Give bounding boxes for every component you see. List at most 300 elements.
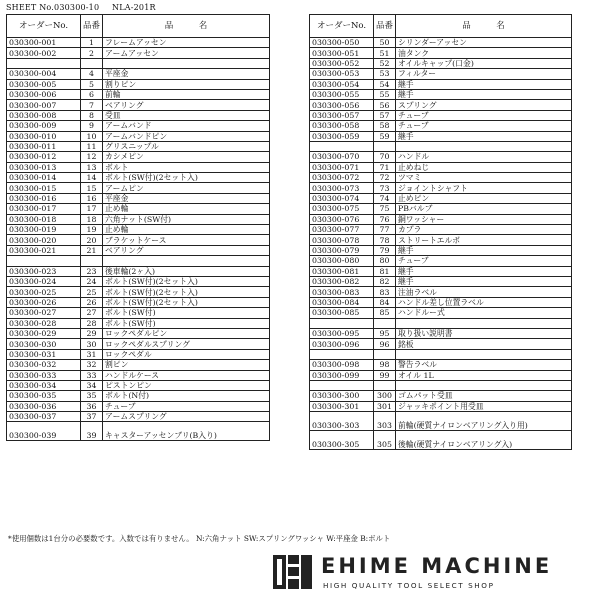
- item-no-cell: 23: [81, 266, 103, 276]
- table-row: [7, 58, 270, 68]
- table-row: [310, 339, 572, 349]
- item-no-cell: 20: [81, 235, 103, 245]
- order-no-cell: 030300-052: [310, 58, 374, 68]
- table-row: [310, 38, 572, 48]
- order-no-cell: 030300-053: [310, 69, 374, 79]
- item-no-cell: 50: [374, 38, 396, 48]
- item-no-cell: 71: [374, 162, 396, 172]
- part-name-cell: [103, 256, 270, 266]
- item-no-cell: 18: [81, 214, 103, 224]
- part-name-cell: ジャッキポイント用受皿: [396, 401, 572, 411]
- table-row: [7, 100, 270, 110]
- table-row: [7, 173, 270, 183]
- name-header: 品 名: [103, 15, 270, 38]
- order-no-cell: 030300-057: [310, 110, 374, 120]
- order-no-cell: 030300-071: [310, 162, 374, 172]
- item-no-cell: 11: [81, 141, 103, 151]
- order-no-cell: 030300-008: [7, 110, 81, 120]
- table-row: [7, 38, 270, 48]
- order-no-cell: 030300-023: [7, 266, 81, 276]
- order-no-cell: 030300-075: [310, 204, 374, 214]
- order-no-cell: 030300-050: [310, 38, 374, 48]
- table-row: [310, 214, 572, 224]
- part-name-cell: ボルト(SW付): [103, 308, 270, 318]
- order-no-cell: 030300-300: [310, 391, 374, 401]
- table-row: [7, 193, 270, 203]
- item-no-cell: [374, 318, 396, 328]
- order-no-cell: 030300-033: [7, 370, 81, 380]
- part-name-cell: ハンドル: [396, 152, 572, 162]
- brand-tagline: HIGH QUALITY TOOL SELECT SHOP: [323, 581, 495, 590]
- item-no-cell: 6: [81, 89, 103, 99]
- table-row: [310, 287, 572, 297]
- part-name-cell: チューブ: [396, 121, 572, 131]
- item-no-cell: 14: [81, 173, 103, 183]
- order-no-cell: 030300-076: [310, 214, 374, 224]
- part-name-cell: ハンドルー式: [396, 308, 572, 318]
- item-no-cell: [374, 349, 396, 359]
- table-row: [7, 391, 270, 401]
- order-no-cell: [7, 58, 81, 68]
- table-row: [7, 380, 270, 390]
- order-no-cell: 030300-029: [7, 328, 81, 338]
- item-no-cell: 32: [81, 360, 103, 370]
- order-no-cell: 030300-096: [310, 339, 374, 349]
- table-row: [310, 173, 572, 183]
- table-header-row: [7, 15, 270, 38]
- table-row: [310, 276, 572, 286]
- item-no-cell: 303: [374, 412, 396, 431]
- item-no-cell: 2: [81, 48, 103, 58]
- order-no-cell: 030300-070: [310, 152, 374, 162]
- part-name-cell: 止めねじ: [396, 162, 572, 172]
- order-no-cell: 030300-099: [310, 370, 374, 380]
- order-no-cell: [310, 349, 374, 359]
- part-name-cell: フィルター: [396, 69, 572, 79]
- sheet-number: SHEET No.030300-10: [6, 3, 100, 12]
- order-no-cell: 030300-081: [310, 266, 374, 276]
- table-row: [310, 225, 572, 235]
- table-row: [310, 58, 572, 68]
- part-name-cell: シリンダーアッセン: [396, 38, 572, 48]
- order-no-cell: 030300-021: [7, 245, 81, 255]
- order-no-cell: 030300-080: [310, 256, 374, 266]
- table-row: [310, 256, 572, 266]
- order-no-cell: 030300-004: [7, 69, 81, 79]
- item-no-cell: 70: [374, 152, 396, 162]
- part-name-cell: 警告ラベル: [396, 360, 572, 370]
- order-no-cell: 030300-014: [7, 173, 81, 183]
- table-row: [7, 297, 270, 307]
- table-row: [310, 89, 572, 99]
- table-row: [7, 89, 270, 99]
- item-no-cell: 10: [81, 131, 103, 141]
- part-name-cell: [396, 349, 572, 359]
- part-name-cell: 受皿: [103, 110, 270, 120]
- order-no-cell: 030300-059: [310, 131, 374, 141]
- item-no-cell: 24: [81, 276, 103, 286]
- table-row: [7, 225, 270, 235]
- part-name-cell: 銘板: [396, 339, 572, 349]
- part-name-cell: 止め輪: [103, 225, 270, 235]
- order-no-cell: [310, 318, 374, 328]
- order-no-cell: 030300-016: [7, 193, 81, 203]
- order-no-cell: 030300-301: [310, 401, 374, 411]
- part-name-cell: カプラ: [396, 225, 572, 235]
- order-no-cell: [310, 141, 374, 151]
- table-row: [7, 69, 270, 79]
- item-no-cell: 31: [81, 349, 103, 359]
- item-no-header: 品番: [81, 15, 103, 38]
- item-no-cell: 99: [374, 370, 396, 380]
- order-no-cell: 030300-078: [310, 235, 374, 245]
- order-no-cell: 030300-051: [310, 48, 374, 58]
- item-no-cell: 8: [81, 110, 103, 120]
- part-name-cell: ピストンピン: [103, 380, 270, 390]
- item-no-cell: 58: [374, 121, 396, 131]
- item-no-cell: 28: [81, 318, 103, 328]
- table-row: [7, 152, 270, 162]
- order-no-cell: 030300-034: [7, 380, 81, 390]
- table-row: [7, 256, 270, 266]
- item-no-cell: 73: [374, 183, 396, 193]
- table-row: [7, 214, 270, 224]
- table-row: [310, 131, 572, 141]
- table-row: [7, 370, 270, 380]
- item-no-cell: 78: [374, 235, 396, 245]
- brand-name: EHIME MACHINE: [321, 554, 553, 578]
- part-name-cell: アームアッセン: [103, 48, 270, 58]
- item-no-cell: 5: [81, 79, 103, 89]
- order-no-cell: 030300-031: [7, 349, 81, 359]
- footnote: *使用個数は1台分の必要数です。入数では有りません。 N:六角ナット SW:スプリングワッシャ W:平座金 B:ボルト: [8, 534, 391, 543]
- item-no-cell: 16: [81, 193, 103, 203]
- item-no-cell: 26: [81, 297, 103, 307]
- order-no-cell: 030300-058: [310, 121, 374, 131]
- order-no-cell: 030300-074: [310, 193, 374, 203]
- order-no-cell: 030300-010: [7, 131, 81, 141]
- part-name-cell: ボルト(N付): [103, 391, 270, 401]
- part-name-cell: ロックペダル: [103, 349, 270, 359]
- item-no-cell: 15: [81, 183, 103, 193]
- item-no-cell: 74: [374, 193, 396, 203]
- order-no-cell: 030300-082: [310, 276, 374, 286]
- order-no-cell: 030300-303: [310, 412, 374, 431]
- order-no-cell: 030300-039: [7, 422, 81, 441]
- item-no-cell: 36: [81, 401, 103, 411]
- brand-logo: [273, 553, 595, 591]
- table-row: [310, 266, 572, 276]
- item-no-cell: 83: [374, 287, 396, 297]
- part-name-cell: 割りピン: [103, 79, 270, 89]
- sheet-header: [6, 3, 166, 12]
- item-no-cell: 17: [81, 204, 103, 214]
- item-no-cell: 4: [81, 69, 103, 79]
- part-name-cell: [396, 141, 572, 151]
- part-name-cell: 止め輪: [103, 204, 270, 214]
- part-name-cell: 前輪(硬質ナイロンベアリング入り用): [396, 412, 572, 431]
- order-no-cell: 030300-072: [310, 173, 374, 183]
- order-no-cell: 030300-025: [7, 287, 81, 297]
- order-no-cell: 030300-032: [7, 360, 81, 370]
- order-no-cell: [7, 256, 81, 266]
- part-name-cell: ベアリング: [103, 245, 270, 255]
- item-no-cell: 34: [81, 380, 103, 390]
- order-no-cell: 030300-035: [7, 391, 81, 401]
- part-name-cell: 油タンク: [396, 48, 572, 58]
- item-no-cell: 9: [81, 121, 103, 131]
- order-no-cell: 030300-028: [7, 318, 81, 328]
- item-no-cell: 75: [374, 204, 396, 214]
- part-name-cell: 取り扱い説明書: [396, 328, 572, 338]
- parts-table-right-body: [310, 38, 572, 450]
- item-no-cell: [81, 256, 103, 266]
- part-name-cell: チューブ: [103, 401, 270, 411]
- model-number: NLA-201R: [112, 3, 156, 12]
- order-no-cell: 030300-055: [310, 89, 374, 99]
- table-row: [7, 121, 270, 131]
- order-no-cell: 030300-017: [7, 204, 81, 214]
- order-no-cell: 030300-077: [310, 225, 374, 235]
- item-no-cell: 21: [81, 245, 103, 255]
- part-name-cell: キャスターアッセンブリ(B入り): [103, 422, 270, 441]
- order-no-cell: 030300-037: [7, 412, 81, 422]
- part-name-cell: ロックペダルピン: [103, 328, 270, 338]
- table-row: [7, 318, 270, 328]
- order-no-cell: 030300-009: [7, 121, 81, 131]
- table-row: [310, 79, 572, 89]
- item-no-cell: 79: [374, 245, 396, 255]
- part-name-cell: 後輪(硬質ナイロンベアリング入): [396, 431, 572, 450]
- part-name-cell: ストリートエルボ: [396, 235, 572, 245]
- item-no-cell: 29: [81, 328, 103, 338]
- order-no-cell: 030300-002: [7, 48, 81, 58]
- order-no-cell: 030300-024: [7, 276, 81, 286]
- item-no-cell: [81, 58, 103, 68]
- item-no-cell: 30: [81, 339, 103, 349]
- part-name-cell: ボルト(SW付)(2セット入): [103, 287, 270, 297]
- part-name-cell: 平座金: [103, 69, 270, 79]
- item-no-cell: [374, 141, 396, 151]
- table-row: [7, 308, 270, 318]
- part-name-cell: [396, 318, 572, 328]
- order-no-cell: 030300-083: [310, 287, 374, 297]
- order-no-cell: 030300-084: [310, 297, 374, 307]
- part-name-cell: スプリング: [396, 100, 572, 110]
- part-name-cell: カシメピン: [103, 152, 270, 162]
- table-row: [7, 422, 270, 441]
- table-row: [310, 48, 572, 58]
- order-no-cell: 030300-012: [7, 152, 81, 162]
- item-no-cell: 96: [374, 339, 396, 349]
- part-name-cell: PBバルブ: [396, 204, 572, 214]
- table-row: [310, 380, 572, 390]
- part-name-cell: 継手: [396, 89, 572, 99]
- item-no-cell: 7: [81, 100, 103, 110]
- part-name-cell: 継手: [396, 276, 572, 286]
- table-row: [7, 401, 270, 411]
- table-row: [7, 287, 270, 297]
- order-no-cell: 030300-085: [310, 308, 374, 318]
- part-name-cell: 後車輪(2ヶ入): [103, 266, 270, 276]
- table-row: [310, 308, 572, 318]
- table-row: [7, 360, 270, 370]
- part-name-cell: 注油ラベル: [396, 287, 572, 297]
- part-name-cell: [103, 58, 270, 68]
- part-name-cell: アームバンドピン: [103, 131, 270, 141]
- order-no-cell: 030300-019: [7, 225, 81, 235]
- table-row: [7, 48, 270, 58]
- item-no-header: 品番: [374, 15, 396, 38]
- order-no-cell: 030300-056: [310, 100, 374, 110]
- order-no-cell: 030300-036: [7, 401, 81, 411]
- table-row: [7, 349, 270, 359]
- part-name-cell: グリスニップル: [103, 141, 270, 151]
- part-name-cell: 前輪: [103, 89, 270, 99]
- table-row: [7, 328, 270, 338]
- table-row: [7, 204, 270, 214]
- part-name-cell: ボルト(SW付)(2セット入): [103, 297, 270, 307]
- order-no-cell: 030300-011: [7, 141, 81, 151]
- item-no-cell: 56: [374, 100, 396, 110]
- table-row: [7, 339, 270, 349]
- order-no-cell: 030300-027: [7, 308, 81, 318]
- table-row: [310, 110, 572, 120]
- item-no-cell: 305: [374, 431, 396, 450]
- item-no-cell: 84: [374, 297, 396, 307]
- part-name-cell: ハンドルケース: [103, 370, 270, 380]
- part-name-cell: ブラケットケース: [103, 235, 270, 245]
- part-name-cell: 六角ナット(SW付): [103, 214, 270, 224]
- part-name-cell: ゴムパット受皿: [396, 391, 572, 401]
- parts-table-right: [309, 14, 572, 450]
- item-no-cell: 39: [81, 422, 103, 441]
- item-no-cell: [374, 380, 396, 390]
- part-name-cell: 止めピン: [396, 193, 572, 203]
- parts-table-left-body: [7, 38, 270, 441]
- table-row: [310, 193, 572, 203]
- item-no-cell: 300: [374, 391, 396, 401]
- item-no-cell: 85: [374, 308, 396, 318]
- table-header-row: [310, 15, 572, 38]
- item-no-cell: 27: [81, 308, 103, 318]
- part-name-cell: 継手: [396, 266, 572, 276]
- item-no-cell: 33: [81, 370, 103, 380]
- table-row: [7, 266, 270, 276]
- item-no-cell: 57: [374, 110, 396, 120]
- item-no-cell: 82: [374, 276, 396, 286]
- part-name-cell: オイルキャップ(口金): [396, 58, 572, 68]
- part-name-cell: チューブ: [396, 110, 572, 120]
- item-no-cell: 72: [374, 173, 396, 183]
- table-row: [310, 141, 572, 151]
- item-no-cell: 301: [374, 401, 396, 411]
- item-no-cell: 59: [374, 131, 396, 141]
- order-no-cell: 030300-006: [7, 89, 81, 99]
- order-no-cell: 030300-018: [7, 214, 81, 224]
- part-name-cell: ボルト(SW付)(2セット入): [103, 276, 270, 286]
- part-name-cell: 継手: [396, 131, 572, 141]
- part-name-cell: 平座金: [103, 193, 270, 203]
- table-row: [310, 152, 572, 162]
- order-no-cell: 030300-095: [310, 328, 374, 338]
- brand-mark-icon: [273, 553, 313, 591]
- table-row: [7, 183, 270, 193]
- part-name-cell: ボルト: [103, 162, 270, 172]
- item-no-cell: 76: [374, 214, 396, 224]
- order-no-cell: 030300-020: [7, 235, 81, 245]
- part-name-cell: 銅ワッシャー: [396, 214, 572, 224]
- item-no-cell: 19: [81, 225, 103, 235]
- table-row: [310, 431, 572, 450]
- part-name-cell: ロックペダルスプリング: [103, 339, 270, 349]
- item-no-cell: 95: [374, 328, 396, 338]
- table-row: [310, 349, 572, 359]
- order-no-cell: 030300-030: [7, 339, 81, 349]
- table-row: [7, 235, 270, 245]
- table-row: [7, 162, 270, 172]
- table-row: [7, 131, 270, 141]
- name-header: 品 名: [396, 15, 572, 38]
- item-no-cell: 52: [374, 58, 396, 68]
- item-no-cell: 81: [374, 266, 396, 276]
- order-no-cell: 030300-026: [7, 297, 81, 307]
- order-no-cell: 030300-079: [310, 245, 374, 255]
- item-no-cell: 80: [374, 256, 396, 266]
- part-name-cell: アームピン: [103, 183, 270, 193]
- part-name-cell: ボルト(SW付): [103, 318, 270, 328]
- order-no-cell: 030300-013: [7, 162, 81, 172]
- order-no-cell: [310, 380, 374, 390]
- part-name-cell: チューブ: [396, 256, 572, 266]
- parts-table-left: [6, 14, 270, 441]
- order-no-header: オーダーNo.: [310, 15, 374, 38]
- part-name-cell: 継手: [396, 79, 572, 89]
- order-no-header: オーダーNo.: [7, 15, 81, 38]
- part-name-cell: 割ピン: [103, 360, 270, 370]
- table-row: [7, 412, 270, 422]
- part-name-cell: ハンドル差し位置ラベル: [396, 297, 572, 307]
- order-no-cell: 030300-007: [7, 100, 81, 110]
- table-row: [7, 245, 270, 255]
- table-row: [310, 318, 572, 328]
- table-row: [310, 100, 572, 110]
- table-row: [7, 141, 270, 151]
- table-row: [310, 328, 572, 338]
- table-row: [310, 391, 572, 401]
- table-row: [310, 121, 572, 131]
- order-no-cell: 030300-305: [310, 431, 374, 450]
- part-name-cell: アームバンド: [103, 121, 270, 131]
- table-row: [310, 370, 572, 380]
- item-no-cell: 13: [81, 162, 103, 172]
- part-name-cell: フレームアッセン: [103, 38, 270, 48]
- item-no-cell: 98: [374, 360, 396, 370]
- table-row: [7, 110, 270, 120]
- table-row: [7, 79, 270, 89]
- table-row: [310, 235, 572, 245]
- item-no-cell: 25: [81, 287, 103, 297]
- table-row: [310, 297, 572, 307]
- table-row: [310, 183, 572, 193]
- table-row: [7, 276, 270, 286]
- part-name-cell: ジョイントシャフト: [396, 183, 572, 193]
- item-no-cell: 1: [81, 38, 103, 48]
- order-no-cell: 030300-001: [7, 38, 81, 48]
- item-no-cell: 55: [374, 89, 396, 99]
- item-no-cell: 51: [374, 48, 396, 58]
- table-row: [310, 245, 572, 255]
